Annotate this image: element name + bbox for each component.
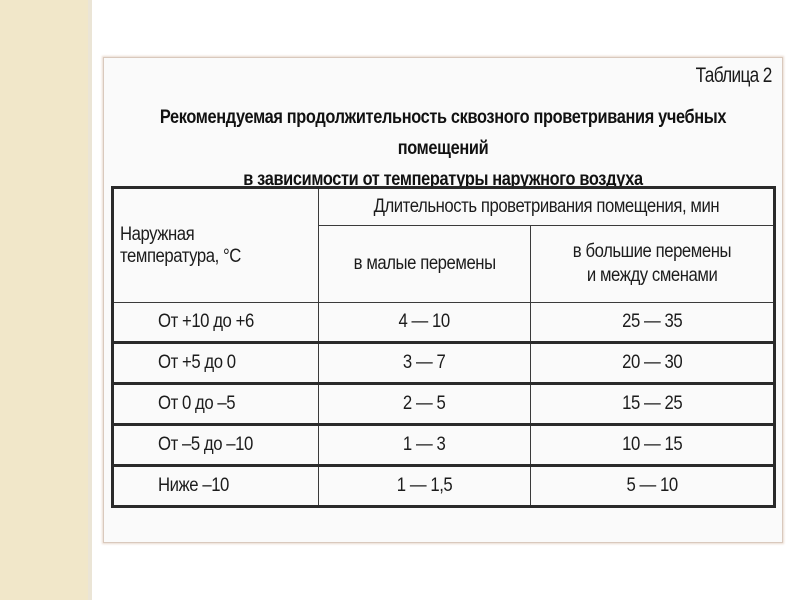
row-small-breaks-duration: 3 — 7	[319, 343, 531, 384]
table-title	[158, 102, 727, 195]
table-row	[113, 466, 775, 507]
header-row-main	[113, 188, 775, 226]
row-temperature: От +5 до 0	[113, 343, 319, 384]
row-small-breaks-duration: 2 — 5	[319, 384, 531, 425]
table-title-line-1: Рекомендуемая продолжительность сквозного проветривания учебных помещений	[159, 107, 727, 159]
row-long-breaks-duration: 20 — 30	[531, 343, 775, 384]
left-divider	[88, 0, 92, 600]
ventilation-table	[111, 186, 776, 508]
table-row	[113, 425, 775, 466]
header-small-breaks: в малые перемены	[319, 226, 531, 303]
header-long-breaks: в большие перемены и между сменами	[531, 226, 775, 303]
row-long-breaks-duration: 15 — 25	[531, 384, 775, 425]
row-long-breaks-duration: 5 — 10	[531, 466, 775, 507]
table-image	[104, 58, 782, 542]
left-decorative-band	[0, 0, 88, 600]
header-duration: Длительность проветривания помещения, мин	[319, 188, 775, 226]
row-long-breaks-duration: 25 — 35	[531, 303, 775, 343]
row-temperature: От –5 до –10	[113, 425, 319, 466]
row-temperature: Ниже –10	[113, 466, 319, 507]
row-small-breaks-duration: 1 — 3	[319, 425, 531, 466]
table-row	[113, 384, 775, 425]
row-small-breaks-duration: 4 — 10	[319, 303, 531, 343]
row-long-breaks-duration: 10 — 15	[531, 425, 775, 466]
row-small-breaks-duration: 1 — 1,5	[319, 466, 531, 507]
table-row	[113, 303, 775, 343]
row-temperature: От +10 до +6	[113, 303, 319, 343]
table-title-line-2: в зависимости от температуры наружного воздуха	[243, 169, 643, 190]
table-caption: Таблица 2	[696, 64, 772, 87]
table-row	[113, 343, 775, 384]
header-outside-temperature: Наружная температура, °С	[113, 188, 319, 303]
row-temperature: От 0 до –5	[113, 384, 319, 425]
